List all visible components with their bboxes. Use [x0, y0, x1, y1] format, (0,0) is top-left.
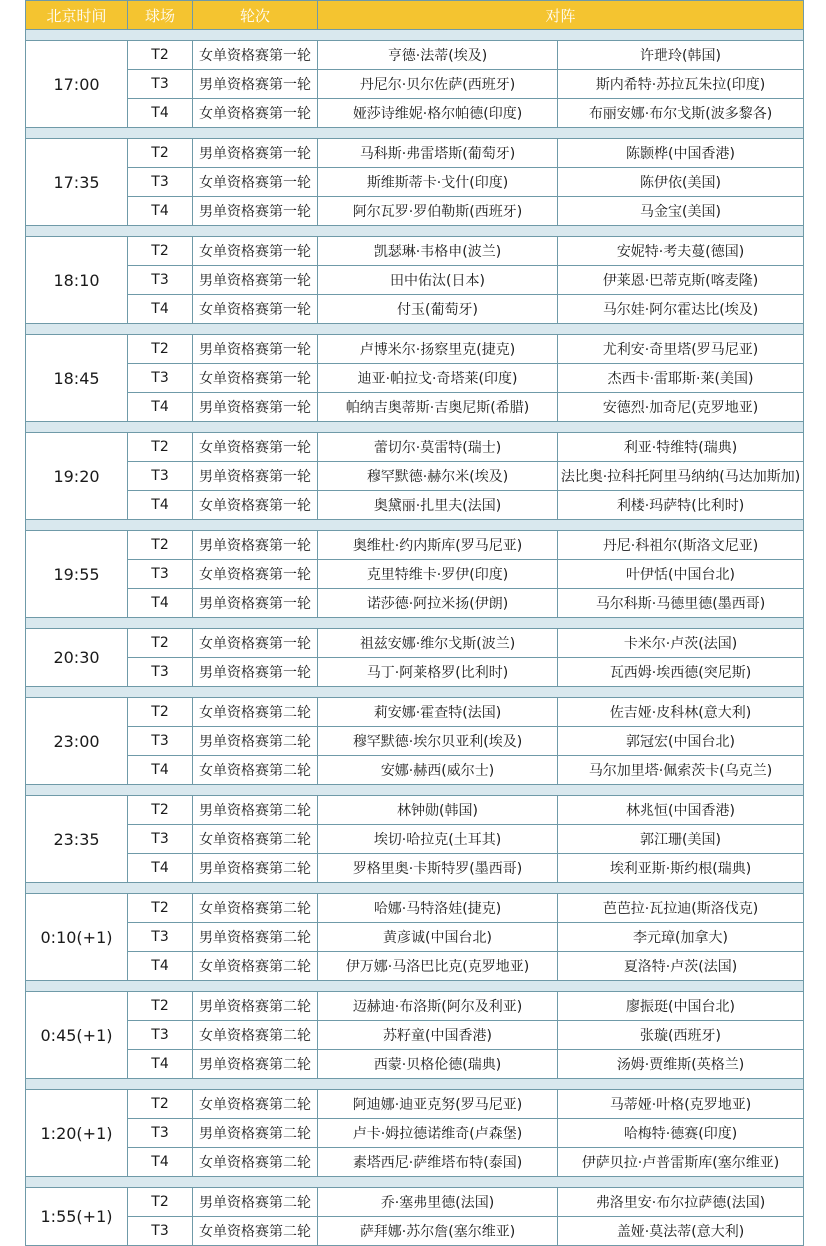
player1-cell: 卢卡·姆拉德诺维奇(卢森堡) [318, 1119, 558, 1148]
table-row [26, 698, 804, 727]
round-cell: 女单资格赛第二轮 [193, 1148, 318, 1177]
player2-cell: 杰西卡·雷耶斯·莱(美国) [558, 364, 804, 393]
player1-cell: 穆罕默德·赫尔米(埃及) [318, 462, 558, 491]
round-cell: 女单资格赛第二轮 [193, 698, 318, 727]
table-row [26, 1050, 804, 1079]
court-cell: T3 [128, 560, 193, 589]
player2-cell: 马金宝(美国) [558, 197, 804, 226]
court-cell: T3 [128, 658, 193, 687]
time-cell: 17:00 [26, 41, 128, 128]
player2-cell: 许玴玲(韩国) [558, 41, 804, 70]
court-cell: T2 [128, 139, 193, 168]
separator-cell [26, 226, 804, 237]
table-row [26, 992, 804, 1021]
group-separator [26, 226, 804, 237]
player2-cell: 马尔科斯·马德里德(墨西哥) [558, 589, 804, 618]
table-row [26, 658, 804, 687]
round-cell: 男单资格赛第一轮 [193, 658, 318, 687]
court-cell: T2 [128, 992, 193, 1021]
round-cell: 男单资格赛第二轮 [193, 1188, 318, 1217]
player2-cell: 芭芭拉·瓦拉迪(斯洛伐克) [558, 894, 804, 923]
round-cell: 女单资格赛第一轮 [193, 237, 318, 266]
player2-cell: 伊萨贝拉·卢普雷斯库(塞尔维亚) [558, 1148, 804, 1177]
player1-cell: 穆罕默德·埃尔贝亚利(埃及) [318, 727, 558, 756]
court-cell: T2 [128, 41, 193, 70]
group-separator [26, 324, 804, 335]
group-separator [26, 883, 804, 894]
player1-cell: 蕾切尔·莫雷特(瑞士) [318, 433, 558, 462]
player2-cell: 利楼·玛萨特(比利时) [558, 491, 804, 520]
table-row [26, 99, 804, 128]
round-cell: 男单资格赛第二轮 [193, 923, 318, 952]
player2-cell: 夏洛特·卢茨(法国) [558, 952, 804, 981]
player2-cell: 布丽安娜·布尔戈斯(波多黎各) [558, 99, 804, 128]
round-cell: 女单资格赛第一轮 [193, 433, 318, 462]
player2-cell: 埃利亚斯·斯约根(瑞典) [558, 854, 804, 883]
court-cell: T4 [128, 589, 193, 618]
group-separator [26, 30, 804, 41]
round-cell: 男单资格赛第一轮 [193, 70, 318, 99]
time-cell: 23:00 [26, 698, 128, 785]
table-row [26, 462, 804, 491]
table-row [26, 197, 804, 226]
header-court: 球场 [128, 1, 193, 30]
player1-cell: 哈娜·马特洛娃(捷克) [318, 894, 558, 923]
player2-cell: 李元璋(加拿大) [558, 923, 804, 952]
court-cell: T2 [128, 531, 193, 560]
player2-cell: 马尔娃·阿尔霍达比(埃及) [558, 295, 804, 324]
time-cell: 0:45(+1) [26, 992, 128, 1079]
player1-cell: 埃切·哈拉克(土耳其) [318, 825, 558, 854]
separator-cell [26, 128, 804, 139]
header-time: 北京时间 [26, 1, 128, 30]
table-row [26, 1148, 804, 1177]
group-separator [26, 422, 804, 433]
player1-cell: 丹尼尔·贝尔佐萨(西班牙) [318, 70, 558, 99]
player2-cell: 斯内希特·苏拉瓦朱拉(印度) [558, 70, 804, 99]
court-cell: T3 [128, 727, 193, 756]
player2-cell: 安德烈·加奇尼(克罗地亚) [558, 393, 804, 422]
separator-cell [26, 618, 804, 629]
table-row [26, 796, 804, 825]
round-cell: 男单资格赛第一轮 [193, 335, 318, 364]
court-cell: T2 [128, 796, 193, 825]
table-row [26, 589, 804, 618]
player2-cell: 法比奥·拉科托阿里马纳纳(马达加斯加) [558, 462, 804, 491]
round-cell: 女单资格赛第二轮 [193, 894, 318, 923]
time-cell: 0:10(+1) [26, 894, 128, 981]
group-separator [26, 785, 804, 796]
player2-cell: 伊莱恩·巴蒂克斯(喀麦隆) [558, 266, 804, 295]
table-row [26, 629, 804, 658]
court-cell: T3 [128, 923, 193, 952]
court-cell: T4 [128, 491, 193, 520]
player1-cell: 亨德·法蒂(埃及) [318, 41, 558, 70]
table-row [26, 854, 804, 883]
group-separator [26, 128, 804, 139]
player1-cell: 卢博米尔·扬察里克(捷克) [318, 335, 558, 364]
round-cell: 男单资格赛第一轮 [193, 197, 318, 226]
court-cell: T2 [128, 237, 193, 266]
table-row [26, 491, 804, 520]
player2-cell: 马蒂娅·叶格(克罗地亚) [558, 1090, 804, 1119]
table-row [26, 531, 804, 560]
round-cell: 女单资格赛第一轮 [193, 364, 318, 393]
header-match: 对阵 [318, 1, 804, 30]
time-cell: 1:20(+1) [26, 1090, 128, 1177]
player1-cell: 迪亚·帕拉戈·奇塔莱(印度) [318, 364, 558, 393]
round-cell: 男单资格赛第一轮 [193, 139, 318, 168]
separator-cell [26, 1177, 804, 1188]
player2-cell: 汤姆·贾维斯(英格兰) [558, 1050, 804, 1079]
group-separator [26, 1079, 804, 1090]
round-cell: 男单资格赛第一轮 [193, 531, 318, 560]
player2-cell: 弗洛里安·布尔拉萨德(法国) [558, 1188, 804, 1217]
player2-cell: 郭江珊(美国) [558, 825, 804, 854]
player2-cell: 陈伊依(美国) [558, 168, 804, 197]
player2-cell: 叶伊恬(中国台北) [558, 560, 804, 589]
player1-cell: 祖兹安娜·维尔戈斯(波兰) [318, 629, 558, 658]
round-cell: 女单资格赛第二轮 [193, 1090, 318, 1119]
time-cell: 18:10 [26, 237, 128, 324]
court-cell: T3 [128, 1217, 193, 1246]
player1-cell: 萨拜娜·苏尔詹(塞尔维亚) [318, 1217, 558, 1246]
player1-cell: 诺莎德·阿拉米扬(伊朗) [318, 589, 558, 618]
table-row [26, 727, 804, 756]
court-cell: T4 [128, 1050, 193, 1079]
court-cell: T2 [128, 1188, 193, 1217]
player2-cell: 张璇(西班牙) [558, 1021, 804, 1050]
round-cell: 女单资格赛第二轮 [193, 825, 318, 854]
time-cell: 17:35 [26, 139, 128, 226]
player1-cell: 克里特维卡·罗伊(印度) [318, 560, 558, 589]
player1-cell: 奥维杜·约内斯库(罗马尼亚) [318, 531, 558, 560]
table-row [26, 825, 804, 854]
player1-cell: 迈赫迪·布洛斯(阿尔及利亚) [318, 992, 558, 1021]
group-separator [26, 687, 804, 698]
round-cell: 女单资格赛第一轮 [193, 560, 318, 589]
separator-cell [26, 883, 804, 894]
round-cell: 男单资格赛第二轮 [193, 1050, 318, 1079]
player1-cell: 苏籽童(中国香港) [318, 1021, 558, 1050]
court-cell: T3 [128, 1119, 193, 1148]
round-cell: 男单资格赛第二轮 [193, 1119, 318, 1148]
player1-cell: 凯瑟琳·韦格申(波兰) [318, 237, 558, 266]
round-cell: 男单资格赛第一轮 [193, 266, 318, 295]
separator-cell [26, 422, 804, 433]
player2-cell: 利亚·特维特(瑞典) [558, 433, 804, 462]
player1-cell: 林钟勋(韩国) [318, 796, 558, 825]
time-cell: 20:30 [26, 629, 128, 687]
time-cell: 23:35 [26, 796, 128, 883]
round-cell: 男单资格赛第一轮 [193, 462, 318, 491]
round-cell: 女单资格赛第一轮 [193, 41, 318, 70]
player2-cell: 盖娅·莫法蒂(意大利) [558, 1217, 804, 1246]
player1-cell: 阿尔瓦罗·罗伯勒斯(西班牙) [318, 197, 558, 226]
table-row [26, 168, 804, 197]
table-row [26, 952, 804, 981]
separator-cell [26, 785, 804, 796]
player2-cell: 陈颢桦(中国香港) [558, 139, 804, 168]
court-cell: T2 [128, 433, 193, 462]
table-row [26, 923, 804, 952]
player2-cell: 瓦西姆·埃西德(突尼斯) [558, 658, 804, 687]
court-cell: T3 [128, 462, 193, 491]
player2-cell: 郭冠宏(中国台北) [558, 727, 804, 756]
table-row [26, 393, 804, 422]
court-cell: T2 [128, 629, 193, 658]
round-cell: 男单资格赛第二轮 [193, 992, 318, 1021]
court-cell: T3 [128, 364, 193, 393]
table-row [26, 756, 804, 785]
player1-cell: 阿迪娜·迪亚克努(罗马尼亚) [318, 1090, 558, 1119]
time-cell: 1:55(+1) [26, 1188, 128, 1246]
table-row [26, 560, 804, 589]
player2-cell: 廖振珽(中国台北) [558, 992, 804, 1021]
court-cell: T3 [128, 266, 193, 295]
group-separator [26, 520, 804, 531]
round-cell: 女单资格赛第一轮 [193, 295, 318, 324]
table-row [26, 433, 804, 462]
table-row [26, 335, 804, 364]
player1-cell: 奥黛丽·扎里夫(法国) [318, 491, 558, 520]
table-row [26, 139, 804, 168]
player1-cell: 帕纳吉奥蒂斯·吉奥尼斯(希腊) [318, 393, 558, 422]
court-cell: T3 [128, 825, 193, 854]
time-cell: 18:45 [26, 335, 128, 422]
table-row [26, 1119, 804, 1148]
table-row [26, 894, 804, 923]
round-cell: 男单资格赛第二轮 [193, 854, 318, 883]
player1-cell: 伊万娜·马洛巴比克(克罗地亚) [318, 952, 558, 981]
player1-cell: 乔·塞弗里德(法国) [318, 1188, 558, 1217]
court-cell: T4 [128, 99, 193, 128]
player1-cell: 付玉(葡萄牙) [318, 295, 558, 324]
group-separator [26, 1177, 804, 1188]
player1-cell: 马科斯·弗雷塔斯(葡萄牙) [318, 139, 558, 168]
player1-cell: 马丁·阿莱格罗(比利时) [318, 658, 558, 687]
round-cell: 男单资格赛第一轮 [193, 393, 318, 422]
separator-cell [26, 687, 804, 698]
time-cell: 19:55 [26, 531, 128, 618]
round-cell: 女单资格赛第一轮 [193, 629, 318, 658]
table-row [26, 41, 804, 70]
round-cell: 女单资格赛第二轮 [193, 952, 318, 981]
court-cell: T2 [128, 894, 193, 923]
court-cell: T2 [128, 698, 193, 727]
separator-cell [26, 981, 804, 992]
separator-cell [26, 30, 804, 41]
court-cell: T4 [128, 1148, 193, 1177]
round-cell: 女单资格赛第一轮 [193, 99, 318, 128]
player1-cell: 西蒙·贝格伦德(瑞典) [318, 1050, 558, 1079]
header-round: 轮次 [193, 1, 318, 30]
round-cell: 女单资格赛第二轮 [193, 1217, 318, 1246]
player1-cell: 田中佑汰(日本) [318, 266, 558, 295]
table-row [26, 1021, 804, 1050]
round-cell: 女单资格赛第二轮 [193, 1021, 318, 1050]
table-row [26, 237, 804, 266]
table-row [26, 70, 804, 99]
court-cell: T4 [128, 756, 193, 785]
player1-cell: 安娜·赫西(威尔士) [318, 756, 558, 785]
group-separator [26, 618, 804, 629]
player2-cell: 丹尼·科祖尔(斯洛文尼亚) [558, 531, 804, 560]
player2-cell: 佐吉娅·皮科林(意大利) [558, 698, 804, 727]
header-row [26, 1, 804, 30]
left-margin [0, 0, 25, 1221]
group-separator [26, 981, 804, 992]
player1-cell: 莉安娜·霍查特(法国) [318, 698, 558, 727]
court-cell: T3 [128, 1021, 193, 1050]
court-cell: T3 [128, 70, 193, 99]
player1-cell: 娅莎诗维妮·格尔帕德(印度) [318, 99, 558, 128]
player2-cell: 卡米尔·卢茨(法国) [558, 629, 804, 658]
round-cell: 男单资格赛第二轮 [193, 727, 318, 756]
table-row [26, 266, 804, 295]
player2-cell: 安妮特·考夫蔓(德国) [558, 237, 804, 266]
player2-cell: 马尔加里塔·佩索茨卡(乌克兰) [558, 756, 804, 785]
separator-cell [26, 520, 804, 531]
round-cell: 男单资格赛第一轮 [193, 589, 318, 618]
round-cell: 女单资格赛第一轮 [193, 491, 318, 520]
player2-cell: 哈梅特·德赛(印度) [558, 1119, 804, 1148]
court-cell: T4 [128, 854, 193, 883]
table-row [26, 295, 804, 324]
player1-cell: 黄彦诚(中国台北) [318, 923, 558, 952]
schedule-body [26, 30, 804, 1246]
table-row [26, 1188, 804, 1217]
player1-cell: 素塔西尼·萨维塔布特(泰国) [318, 1148, 558, 1177]
player2-cell: 林兆恒(中国香港) [558, 796, 804, 825]
court-cell: T3 [128, 168, 193, 197]
player2-cell: 尤利安·奇里塔(罗马尼亚) [558, 335, 804, 364]
court-cell: T2 [128, 1090, 193, 1119]
table-row [26, 1090, 804, 1119]
separator-cell [26, 1079, 804, 1090]
court-cell: T4 [128, 295, 193, 324]
table-row [26, 364, 804, 393]
separator-cell [26, 324, 804, 335]
schedule-table [25, 0, 804, 1246]
round-cell: 女单资格赛第一轮 [193, 168, 318, 197]
round-cell: 女单资格赛第二轮 [193, 756, 318, 785]
court-cell: T2 [128, 335, 193, 364]
court-cell: T4 [128, 197, 193, 226]
time-cell: 19:20 [26, 433, 128, 520]
court-cell: T4 [128, 952, 193, 981]
player1-cell: 斯维斯蒂卡·戈什(印度) [318, 168, 558, 197]
player1-cell: 罗格里奥·卡斯特罗(墨西哥) [318, 854, 558, 883]
court-cell: T4 [128, 393, 193, 422]
round-cell: 男单资格赛第二轮 [193, 796, 318, 825]
